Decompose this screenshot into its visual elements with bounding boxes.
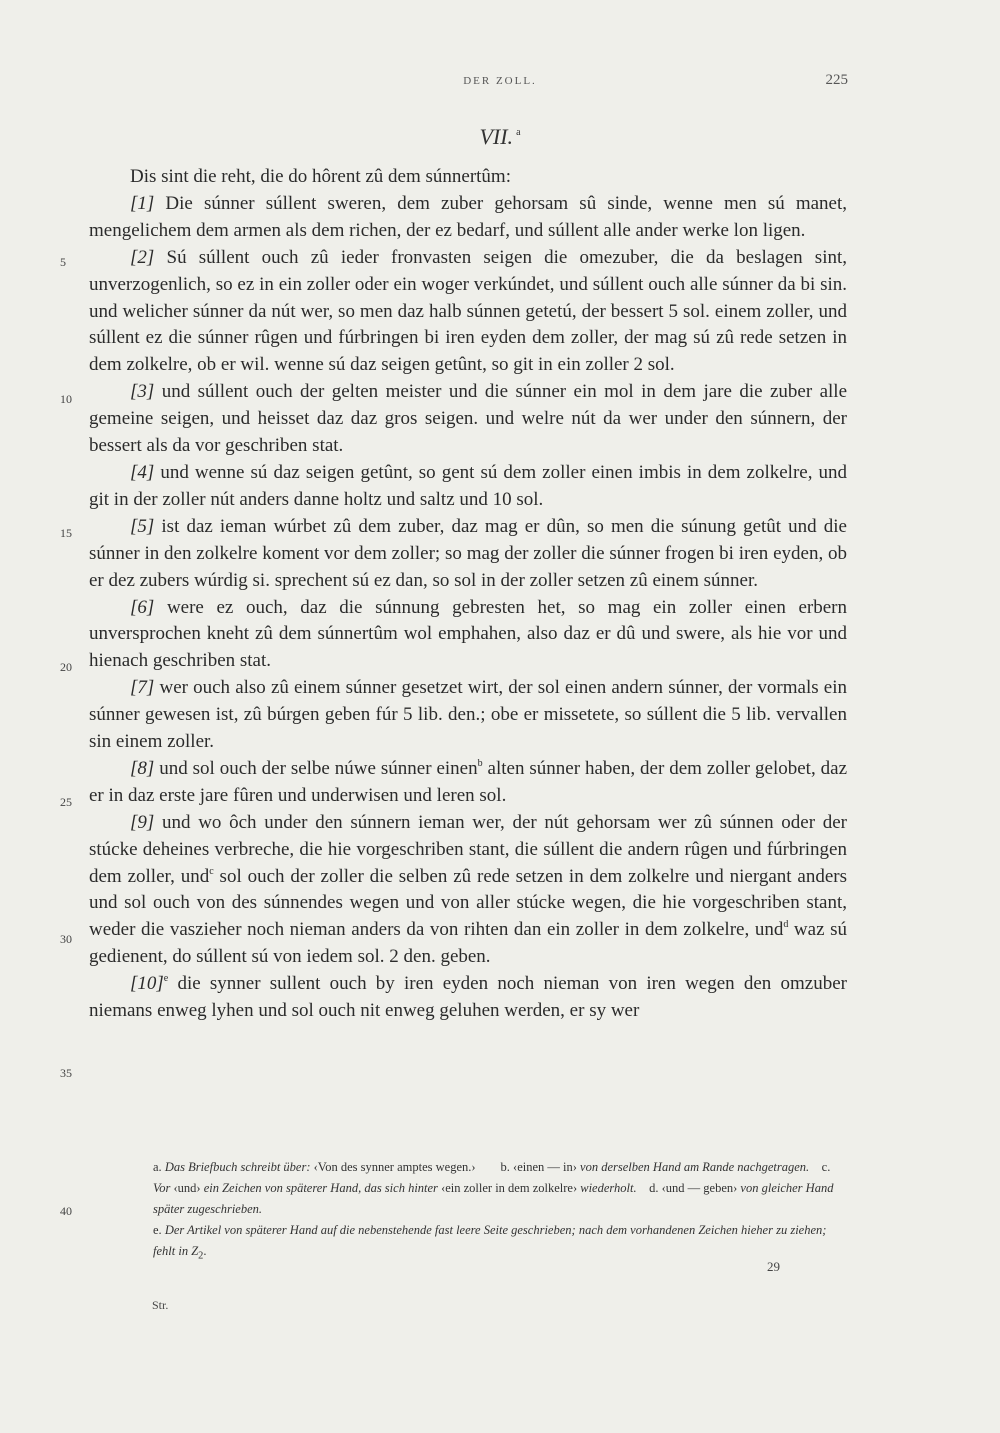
footnote-italic: Das Briefbuch schreibt über: (164, 1160, 311, 1174)
paragraph-text: Die súnner súllent sweren, dem zuber gehorsam sû sinde, wenne men sú manet, mengelichem dem armen als dem richen, der ez bedarf, und súllent alle ander werke lon ligen. (89, 192, 848, 241)
footnote-label: e. (153, 1223, 162, 1237)
footnote-text: ‹ein zoller in dem zolkelre› (441, 1181, 578, 1195)
section-number: VII. (479, 124, 514, 149)
paragraph-number: [9] (130, 811, 155, 833)
paragraph-10 (89, 971, 847, 1025)
footnote-marker: b (477, 757, 483, 769)
paragraph-text: waz sú gedienent, do súllent sú von iedem sol. 2 den. geben. (89, 919, 848, 968)
intro-paragraph (89, 164, 847, 191)
line-number: 5 (60, 255, 66, 269)
paragraph-number: [8] (130, 757, 155, 779)
paragraph-number: [1] (130, 192, 155, 214)
line-number: 20 (60, 660, 72, 674)
paragraph-number: [4] (130, 461, 155, 483)
footnote-e (153, 1220, 848, 1267)
paragraph-text: were ez ouch, daz die súnnung gebresten het, so mag ein zoller einen erbern unversprochen kneht zû dem súnnertûm wol emphahen, also daz er dû und swere, als hie vor und hienach geschriben stat. (89, 596, 848, 672)
paragraph-text: sol ouch der zoller die selben zû rede setzen in dem zolkelre und niergant anders und sol ouch von des súnnendes wegen und von aller stúcke wegen, die hie vorgeschriben stant, weder die vaszieher noch nieman anders da von rihten dan ein zoller in dem zolkelre, und (89, 865, 848, 941)
footnote-italic: wiederholt. (580, 1181, 637, 1195)
paragraph-text: wer ouch also zû einem súnner gesetzet wirt, der sol einen andern súnner, der vormals ein súnner gewesen ist, zû búrgen geben fúr 5 lib. den.; obe er missetete, so súllent die 5 lib. vervallen sin einem zoller. (89, 677, 848, 753)
main-text (89, 164, 847, 1025)
abbreviation-mark: Str. (152, 1298, 169, 1312)
footnote-subscript: 2 (198, 1250, 204, 1262)
signature-mark: 29 (767, 1259, 780, 1274)
footnote-marker: e (163, 973, 169, 985)
line-number: 40 (60, 1204, 72, 1218)
paragraph-text: Sú súllent ouch zû ieder fronvasten seigen die omezuber, die da beslagen sint, unverzogenlich, so ez in ein zoller oder ein woger verkúndet, und súllent ouch alle súnner da bi sin. und welicher súnner da nút wer, so men daz halb súnnen getetú, der bessert 5 sol. einem zoller, und súllent ez die súnner rûgen und fúrbringen bi iren eyden dem zoller, der mag sú zû rede setzen in dem zolkelre, ob er wil. wenne sú daz seigen getûnt, so git in ein zoller 2 sol. (89, 246, 848, 376)
paragraph-number: [7] (130, 677, 155, 699)
footnote-italic: Vor (153, 1181, 171, 1195)
paragraph-7 (89, 675, 847, 756)
footnote-italic: von gleicher Hand später zugeschrieben. (153, 1181, 834, 1216)
footnote-italic: Der Artikel von späterer Hand auf die nebenstehende fast leere Seite geschrieben; nach dem vorhandenen Zeichen hieher zu ziehen; fehlt in Z (153, 1223, 827, 1258)
footnote-italic: ein Zeichen von späterer Hand, das sich hinter (203, 1181, 438, 1195)
intro-text: Dis sint die reht, die do hôrent zû dem súnnertûm: (130, 166, 511, 187)
paragraph-1 (89, 191, 847, 245)
footnote-text: ‹und — geben› (661, 1181, 738, 1195)
paragraph-number: [3] (130, 381, 155, 403)
line-number: 30 (60, 932, 72, 946)
line-number: 10 (60, 392, 72, 406)
paragraph-8 (89, 756, 847, 810)
footnotes (153, 1157, 848, 1267)
paragraph-number: [5] (130, 515, 155, 537)
footnote-text: . (203, 1244, 207, 1258)
footnote-text: ‹Von des synner amptes wegen.› (313, 1160, 476, 1174)
line-number: 35 (60, 1066, 72, 1080)
line-number: 15 (60, 526, 72, 540)
heading-footnote-marker: a (516, 127, 521, 138)
running-title: DER ZOLL. (463, 75, 537, 87)
paragraph-text: und wo ôch under den súnnern ieman wer, der nút gehorsam wer zû súnnen oder der stúcke deheines verbreche, die hie vorgeschriben stant, die súllent die andern rûgen und fúrbringen dem zoller, und (89, 811, 847, 887)
paragraph-number: [2] (130, 246, 155, 268)
paragraph-text: ist daz ieman wúrbet zû dem zuber, daz mag er dûn, so men die súnung getût und die súnner in den zolkelre koment vor dem zoller; so mag der zoller die súnner frogen bi iren eyden, ob er dez zubers wúrdig si. sprechent sú ez dan, so sol in der zoller setzen zû einem súnner. (89, 515, 847, 591)
footnote-text: ‹einen — in› (513, 1160, 577, 1174)
footnote-label: d. (649, 1181, 659, 1195)
footnote-marker: c (209, 865, 214, 877)
page-number: 225 (825, 72, 848, 88)
paragraph-number: [6] (130, 596, 155, 618)
paragraph-9 (89, 810, 847, 971)
footnote-label: c. (821, 1160, 831, 1174)
footnote-label: b. (500, 1160, 510, 1174)
paragraph-text: alten súnner haben, der dem zoller gelobet, daz er in daz erste jare fûren und underwisen und leren sol. (89, 757, 848, 806)
footnote-text: ‹und› (173, 1181, 201, 1195)
running-head (0, 72, 1000, 94)
paragraph-2 (89, 245, 847, 380)
footnote-a-b (153, 1157, 848, 1220)
paragraph-3 (89, 379, 847, 460)
footnote-italic: von derselben Hand am Rande nachgetragen. (580, 1160, 810, 1174)
paragraph-6 (89, 595, 847, 676)
paragraph-4 (89, 460, 847, 514)
paragraph-5 (89, 514, 847, 595)
line-number: 25 (60, 795, 72, 809)
paragraph-text: und súllent ouch der gelten meister und die súnner ein mol in dem jare die zuber alle gemeine seigen, und heisset daz daz gros seigen. und welre nút da wer under den súnnern, der bessert als da vor geschriben stat. (89, 381, 847, 457)
footnote-label: a. (153, 1160, 162, 1174)
footnote-marker: d (783, 919, 789, 931)
paragraph-text: und wenne sú daz seigen getûnt, so gent sú dem zoller einen imbis in dem zolkelre, und git in der zoller nút anders danne holtz und saltz und 10 sol. (89, 461, 848, 510)
paragraph-number: [10] (130, 973, 164, 995)
paragraph-text: die synner sullent ouch by iren eyden noch nieman von iren wegen den omzuber niemans enweg lyhen und sol ouch nit enweg geluhen werden, er sy wer (89, 973, 847, 1022)
section-heading (0, 124, 1000, 150)
paragraph-text: und sol ouch der selbe núwe súnner einen (159, 757, 478, 779)
